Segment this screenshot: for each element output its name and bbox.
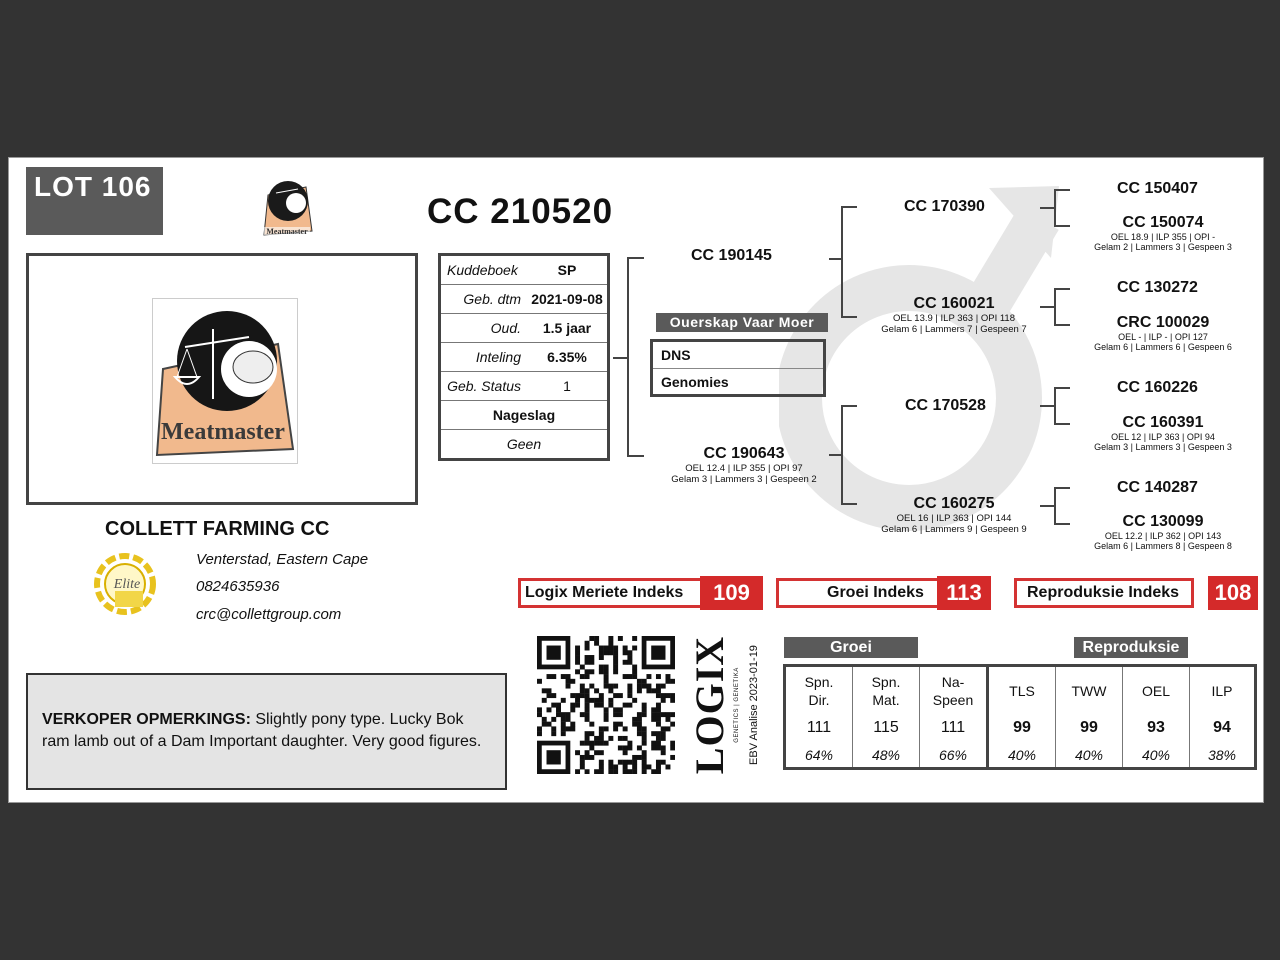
ebv-h1: Na- — [941, 674, 965, 690]
ebv-accuracy: 40% — [1141, 747, 1171, 763]
remarks-label: VERKOPER OPMERKINGS: — [42, 711, 251, 728]
ds-id: CC 170528 — [905, 397, 986, 414]
lot-label-text: LOT — [34, 171, 93, 202]
seller-remarks — [26, 673, 507, 790]
kuddeboek-label: Kuddeboek — [447, 262, 518, 278]
sd-stats-1: OEL 13.9 | ILP 363 | OPI 118 — [892, 313, 1015, 324]
small-logo-text: Meatmaster — [266, 227, 308, 236]
ebv-h1: Spn. — [871, 674, 901, 690]
dss-id: CC 160226 — [1117, 379, 1198, 396]
ddd-id: CC 130099 — [1122, 513, 1204, 530]
sss-id: CC 150407 — [1117, 180, 1198, 197]
lot-number: 106 — [101, 171, 152, 202]
ebv-h1: TWW — [1071, 683, 1107, 699]
dd-block — [869, 495, 1039, 535]
info-table — [438, 253, 610, 461]
dd-stats-1: OEL 16 | ILP 363 | OPI 144 — [896, 513, 1012, 524]
geb-dtm-label: Geb. dtm — [463, 291, 521, 307]
dam-stats-1: OEL 12.4 | ILP 355 | OPI 97 — [685, 463, 803, 474]
ebv-h2: Dir. — [808, 692, 830, 708]
ss-id: CC 170390 — [904, 198, 985, 215]
dam-id: CC 190643 — [703, 445, 785, 462]
sdd-id: CRC 100029 — [1116, 314, 1210, 331]
ebv-value: 93 — [1147, 719, 1165, 736]
ebv-accuracy: 66% — [938, 747, 968, 763]
ebv-value: 99 — [1013, 719, 1031, 736]
dsd-stats-1: OEL 12 | ILP 363 | OPI 94 — [1111, 432, 1215, 442]
geb-dtm-value: 2021-09-08 — [531, 291, 603, 307]
lot-label — [26, 167, 163, 235]
logix-analysis: EBV Analise 2023-01-19 — [748, 645, 760, 765]
ebv-col-spn-mat — [853, 667, 920, 767]
sdd-block — [1081, 314, 1245, 352]
ebv-accuracy: 64% — [804, 747, 834, 763]
index-logix-value: 109 — [700, 576, 763, 610]
meatmaster-logo — [152, 298, 298, 464]
ebv-h2: Mat. — [872, 692, 900, 708]
ssd-stats-1: OEL 18.9 | ILP 355 | OPI - — [1110, 232, 1216, 242]
dsd-block — [1081, 414, 1245, 452]
ebv-groei-header: Groei — [784, 637, 918, 658]
ddd-stats-2: Gelam 6 | Lammers 8 | Gespeen 8 — [1094, 541, 1232, 551]
nageslag-label: Nageslag — [492, 407, 556, 423]
logix-sub-wrap — [731, 634, 743, 776]
oud-label: Oud. — [490, 320, 521, 336]
ddd-stats-1: OEL 12.2 | ILP 362 | OPI 143 — [1104, 531, 1222, 541]
kuddeboek-value: SP — [557, 262, 577, 278]
dd-id: CC 160275 — [913, 495, 995, 512]
info-row-nageslag-value — [441, 430, 607, 458]
large-logo-text: Meatmaster — [161, 419, 285, 445]
index-groei-label: Groei Indeks — [827, 584, 924, 601]
index-groei-value: 113 — [937, 576, 991, 610]
ebv-value: 99 — [1080, 719, 1098, 736]
ssd-stats-2: Gelam 2 | Lammers 3 | Gespeen 3 — [1094, 242, 1232, 252]
seller-location: Venterstad, Eastern Cape — [196, 551, 369, 568]
ebv-h1: ILP — [1211, 683, 1233, 699]
dam-block — [659, 445, 829, 485]
elite-badge-text: Elite — [113, 577, 141, 592]
geb-status-label: Geb. Status — [447, 378, 521, 394]
ebv-h1: Spn. — [804, 674, 834, 690]
ebv-table — [783, 664, 1257, 770]
seller-phone[interactable]: 0824635936 — [196, 578, 280, 595]
dam-stats-2: Gelam 3 | Lammers 3 | Gespeen 2 — [671, 474, 817, 485]
sdd-stats-1: OEL - | ILP - | OPI 127 — [1118, 332, 1208, 342]
geb-status-value: 1 — [563, 378, 571, 394]
ebv-value: 111 — [940, 719, 966, 736]
ebv-accuracy: 40% — [1074, 747, 1104, 763]
logix-brand: LOGIX — [687, 635, 732, 775]
small-meatmaster-logo — [258, 175, 316, 241]
qr-code-icon[interactable] — [537, 636, 675, 774]
index-reproduksie-value: 108 — [1208, 576, 1258, 610]
parentage-box — [650, 339, 826, 397]
dd-stats-2: Gelam 6 | Lammers 9 | Gespeen 9 — [881, 524, 1027, 535]
info-row-nageslag — [441, 401, 607, 430]
seller-name: COLLETT FARMING CC — [105, 518, 330, 540]
info-row-geb-dtm — [441, 285, 607, 314]
logix-analysis-wrap — [747, 634, 761, 776]
ebv-col-oel — [1123, 667, 1190, 767]
sire-id: CC 190145 — [691, 247, 772, 264]
sds-id: CC 130272 — [1117, 279, 1198, 296]
dds-id: CC 140287 — [1117, 479, 1198, 496]
parentage-dns: DNS — [653, 342, 823, 369]
ssd-id: CC 150074 — [1122, 214, 1204, 231]
index-reproduksie-label: Reproduksie Indeks — [1027, 584, 1180, 601]
ebv-h1: TLS — [1009, 683, 1035, 699]
remarks-text: Slightly pony type. Lucky Bok ram lamb out of a Dam Important daughter. Very good figures. — [42, 711, 482, 750]
logix-logo — [687, 634, 732, 776]
parentage-header: Ouerskap Vaar Moer — [656, 313, 828, 332]
info-row-inteling — [441, 343, 607, 372]
ebv-value: 111 — [806, 719, 832, 736]
info-row-oud — [441, 314, 607, 343]
info-row-kuddeboek — [441, 256, 607, 285]
ddd-block — [1081, 513, 1245, 551]
ebv-value: 115 — [873, 719, 899, 736]
ebv-col-tww — [1056, 667, 1123, 767]
logix-sub: GENETICS | GENETIKA — [734, 667, 740, 743]
inteling-label: Inteling — [475, 349, 521, 365]
info-row-geb-status — [441, 372, 607, 401]
ebv-h1: OEL — [1141, 683, 1170, 699]
ebv-col-tls — [989, 667, 1056, 767]
ebv-value: 94 — [1213, 719, 1231, 736]
sd-id: CC 160021 — [913, 295, 995, 312]
animal-id: CC 210520 — [427, 192, 614, 231]
ebv-h2: Speen — [932, 692, 974, 708]
ebv-accuracy: 38% — [1207, 747, 1237, 763]
sd-stats-2: Gelam 6 | Lammers 7 | Gespeen 7 — [881, 324, 1027, 335]
inteling-value: 6.35% — [547, 349, 587, 365]
ebv-accuracy: 40% — [1007, 747, 1037, 763]
ebv-col-na-speen — [920, 667, 989, 767]
ebv-col-spn-dir — [786, 667, 853, 767]
ebv-col-ilp — [1190, 667, 1254, 767]
sd-block — [869, 295, 1039, 335]
sdd-stats-2: Gelam 6 | Lammers 6 | Gespeen 6 — [1094, 342, 1232, 352]
oud-value: 1.5 jaar — [542, 320, 592, 336]
index-reproduksie — [1014, 578, 1194, 608]
ebv-accuracy: 48% — [871, 747, 901, 763]
dsd-stats-2: Gelam 3 | Lammers 3 | Gespeen 3 — [1094, 442, 1232, 452]
animal-photo-frame — [26, 253, 418, 505]
ssd-block — [1081, 214, 1245, 252]
nageslag-value: Geen — [506, 436, 542, 452]
parentage-genomies: Genomies — [661, 374, 729, 390]
seller-email[interactable]: crc@collettgroup.com — [196, 606, 342, 623]
index-logix-label: Logix Meriete Indeks — [525, 584, 684, 601]
elite-badge-icon — [89, 551, 161, 617]
dsd-id: CC 160391 — [1122, 414, 1204, 431]
ebv-repro-header: Reproduksie — [1074, 637, 1188, 658]
lot-card — [8, 157, 1264, 803]
